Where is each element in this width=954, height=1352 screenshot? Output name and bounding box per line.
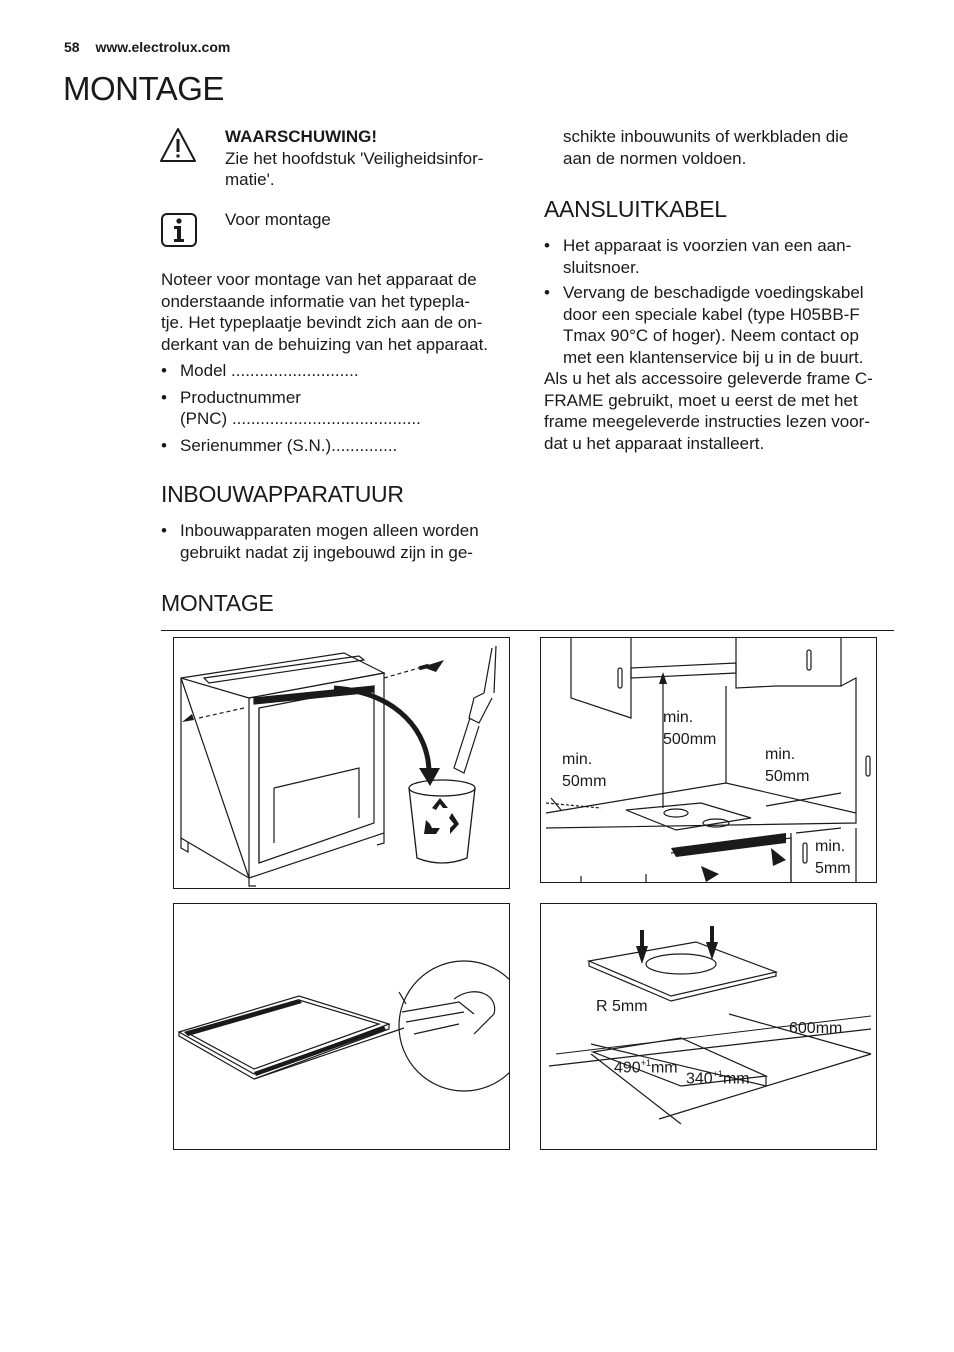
paragraph-line: FRAME gebruikt, moet u eerst de met het bbox=[544, 390, 858, 410]
label-width-490: $490^{+1}mm$ bbox=[614, 1058, 678, 1077]
warning-line-2: matie'. bbox=[225, 170, 275, 189]
intro-paragraph bbox=[161, 269, 521, 355]
label-min-500: min. 500mm bbox=[663, 709, 717, 748]
page-header bbox=[64, 39, 242, 55]
list-item bbox=[161, 360, 521, 382]
warning-line-1: Zie het hoofdstuk 'Veiligheidsinfor- bbox=[225, 148, 484, 168]
list-item bbox=[544, 282, 904, 368]
recycle-icon bbox=[424, 798, 459, 834]
list-item bbox=[544, 235, 904, 278]
page-number: 58 bbox=[64, 39, 80, 55]
figure-clearances bbox=[540, 637, 877, 883]
continued-line: aan de normen voldoen. bbox=[563, 148, 747, 168]
list-item-text: • Serienummer (S.N.).............. bbox=[180, 435, 398, 455]
paragraph-line: frame meegeleverde instructies lezen voor- bbox=[544, 412, 870, 431]
intro-line: onderstaande informatie van het typepla- bbox=[161, 291, 471, 311]
inbouw-continued bbox=[544, 126, 904, 169]
list-item-text: sluitsnoer. bbox=[563, 257, 640, 277]
list-item-text: • Vervang de beschadigde voedingskabel bbox=[563, 283, 864, 302]
list-item-text: Tmax 90°C of hoger). Neem contact op bbox=[563, 326, 859, 345]
aansluitkabel-list bbox=[544, 235, 904, 454]
inbouw-bullet bbox=[161, 520, 521, 563]
aansluitkabel-heading: AANSLUITKABEL bbox=[544, 196, 727, 222]
list-item-text: • Productnummer bbox=[180, 387, 301, 407]
inbouw-heading: INBOUWAPPARATUUR bbox=[161, 481, 404, 507]
website-url: www.electrolux.com bbox=[95, 39, 231, 55]
figure-seal bbox=[173, 903, 510, 1150]
label-height-340: $340^{+1}mm$ bbox=[686, 1069, 750, 1088]
warning-icon bbox=[158, 126, 198, 164]
warning-block bbox=[225, 126, 515, 191]
page-title: MONTAGE bbox=[63, 70, 224, 107]
list-item-text: door een speciale kabel (type H05BB-F bbox=[563, 304, 860, 324]
warning-title: WAARSCHUWING! bbox=[225, 127, 378, 146]
label-min-5: min. 5mm bbox=[815, 838, 851, 877]
list-item bbox=[161, 435, 521, 457]
list-item-text: met een klantenservice bij u in de buurt. bbox=[563, 347, 864, 367]
intro-line: Noteer voor montage van het apparaat de bbox=[161, 270, 477, 289]
section-divider bbox=[161, 630, 894, 631]
label-radius: R 5mm bbox=[596, 998, 648, 1015]
list-item bbox=[161, 387, 521, 430]
list-item-text: • Het apparaat is voorzien van een aan- bbox=[563, 236, 852, 255]
info-icon bbox=[160, 212, 198, 248]
intro-line: tje. Het typeplaatje bevindt zich aan de on- bbox=[161, 313, 483, 332]
intro-line: derkant van de behuizing van het apparaat. bbox=[161, 334, 489, 354]
continued-line: schikte inbouwunits of werkbladen die bbox=[563, 127, 849, 146]
figure-cabinet-removal bbox=[173, 637, 510, 889]
list-item bbox=[161, 520, 521, 563]
info-text: Voor montage bbox=[225, 210, 331, 229]
list-item-text: (PNC) ........................................ bbox=[180, 409, 421, 428]
list-item-text: gebruikt nadat zij ingebouwd zijn in ge- bbox=[180, 542, 473, 562]
paragraph-line: dat u het apparaat installeert. bbox=[544, 433, 765, 453]
paragraph-line: Als u het als accessoire geleverde frame C- bbox=[544, 369, 873, 388]
list-item-text: • Model ........................... bbox=[180, 361, 359, 380]
info-list bbox=[161, 360, 521, 456]
figure-cutout bbox=[540, 903, 877, 1150]
montage-heading: MONTAGE bbox=[161, 590, 274, 616]
label-min-50-right: min. 50mm bbox=[765, 746, 810, 785]
list-item-text: • Inbouwapparaten mogen alleen worden bbox=[180, 521, 479, 540]
label-min-50-left: min. 50mm bbox=[562, 751, 607, 790]
label-depth-600: 600mm bbox=[789, 1020, 843, 1037]
cframe-paragraph bbox=[544, 368, 904, 454]
